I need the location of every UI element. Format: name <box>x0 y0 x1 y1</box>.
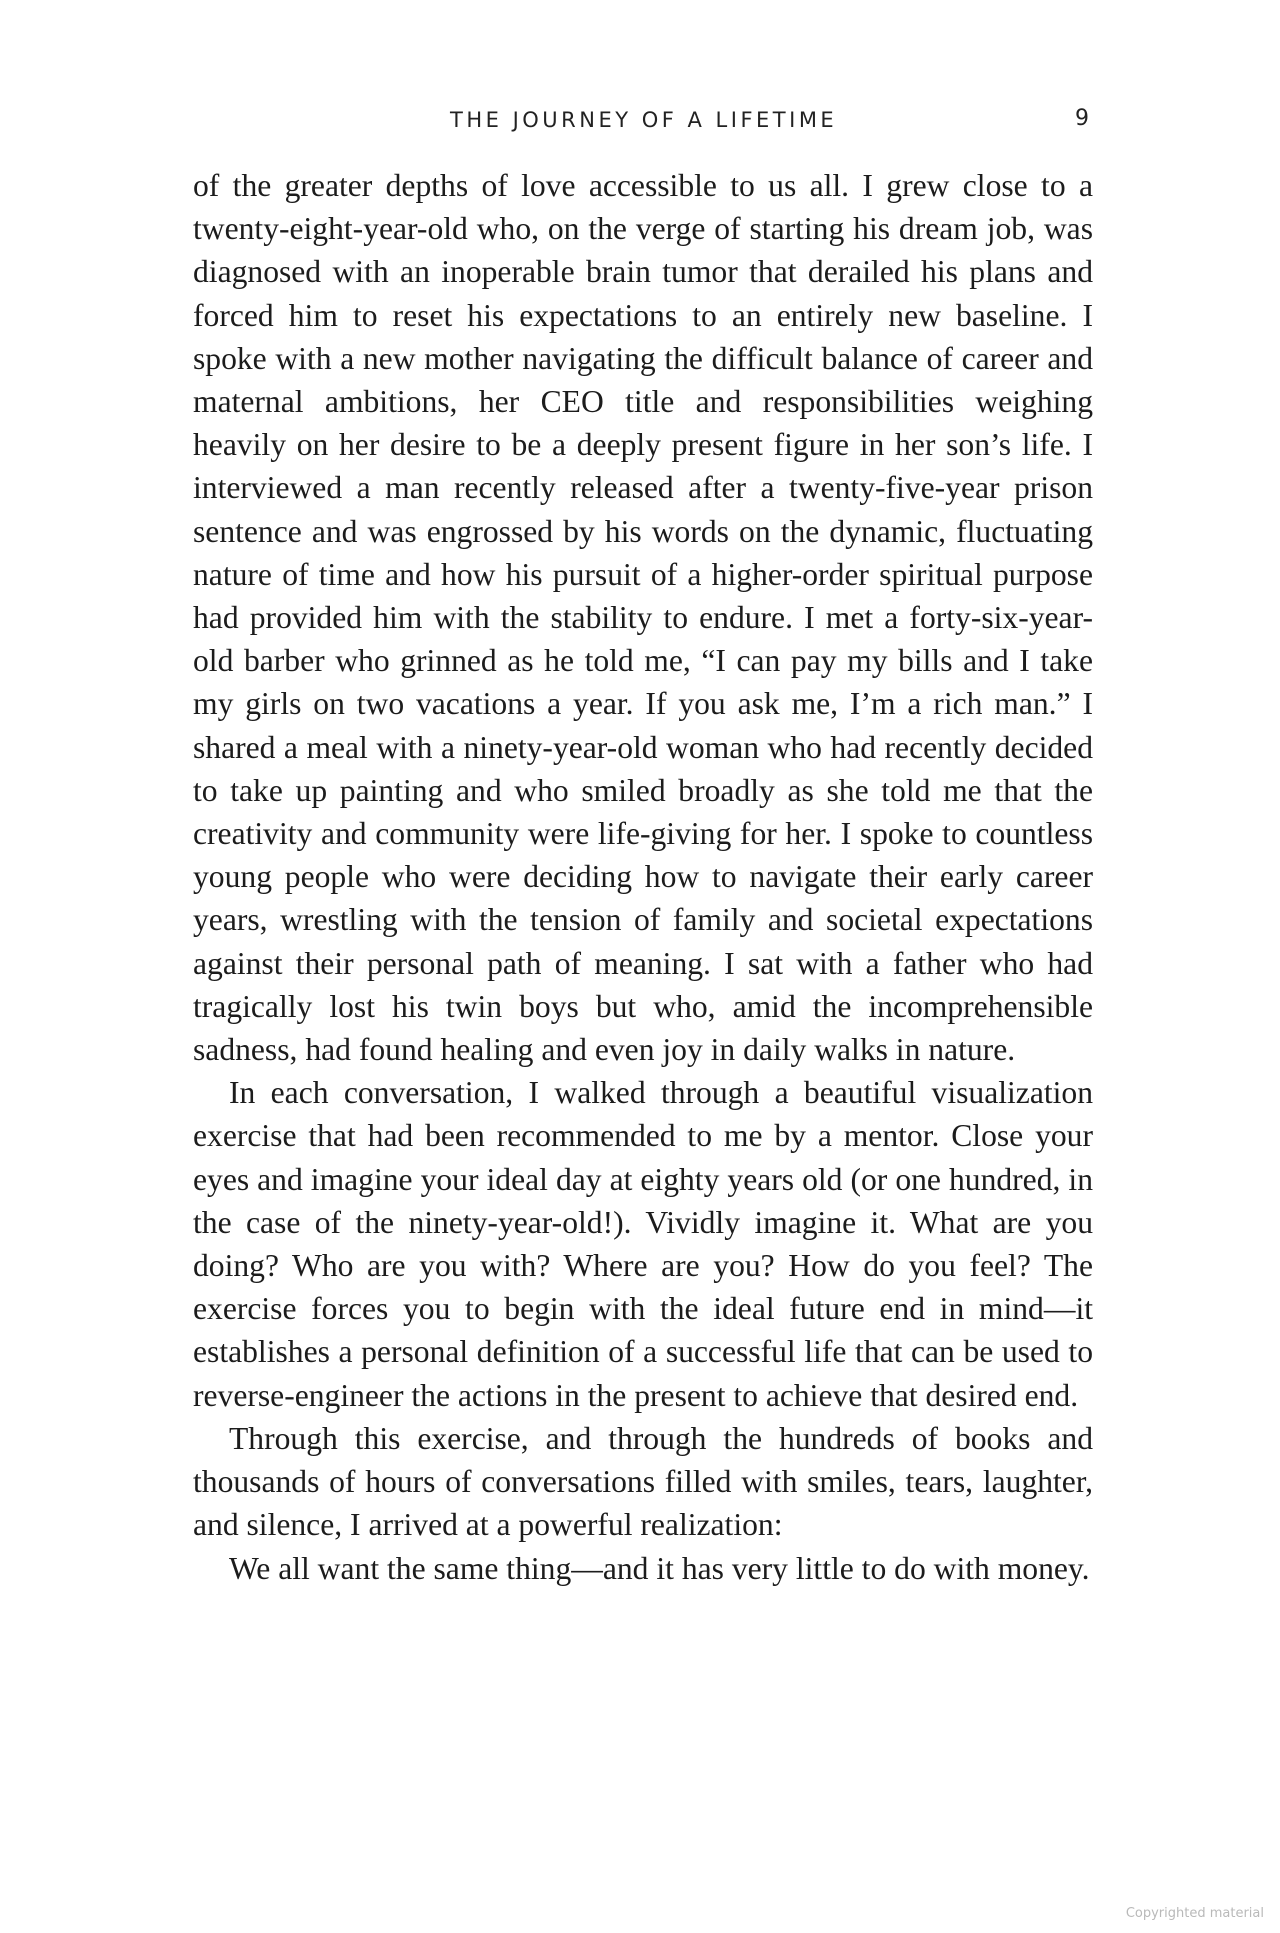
paragraph-2: In each conversation, I walked through a beautiful visualization exercise that had been recommended to me by a mentor. Close your eyes and imagine your ideal day at eighty years old (or one hundred, in the case of the ninety-year-old!). Vividly imagine it. What are you doing? Who are you with? Where are you? How do you feel? The exercise forces you to begin with the ideal future end in mind—it establishes a personal definition of a successful life that can be used to reverse-engineer the actions in the present to achieve that desired end. <box>193 1075 1093 1413</box>
paragraph-3: Through this exercise, and through the hundreds of books and thousands of hours of conversations filled with smiles, tears, laughter, and silence, I arrived at a powerful realization: <box>193 1420 1093 1543</box>
page-header <box>0 108 1280 140</box>
body-text <box>193 164 1093 1590</box>
running-title: THE JOURNEY OF A LIFETIME <box>450 108 838 132</box>
paragraph-4: We all want the same thing—and it has very little to do with money. <box>229 1550 1090 1586</box>
page-number: 9 <box>1075 106 1089 131</box>
paragraph-1: of the greater depths of love accessible to us all. I grew close to a twenty-eight-year-old who, on the verge of starting his dream job, was diagnosed with an inoperable brain tumor that derailed his plans and forced him to reset his expectations to an entirely new baseline. I spoke with a new mother navigating the difficult balance of career and maternal ambitions, her CEO title and responsibilities weighing heavily on her desire to be a deeply present figure in her son’s life. I interviewed a man recently released after a twenty-five-year prison sentence and was engrossed by his words on the dynamic, fluctuating nature of time and how his pursuit of a higher-order spiritual purpose had provided him with the stability to endure. I met a forty-six-year-old barber who grinned as he told me, “I can pay my bills and I take my girls on two vacations a year. If you ask me, I’m a rich man.” I shared a meal with a ninety-year-old woman who had recently decided to take up painting and who smiled broadly as she told me that the creativity and community were life-giving for her. I spoke to countless young people who were deciding how to navigate their early career years, wrestling with the tension of family and societal expectations against their personal path of meaning. I sat with a father who had tragically lost his twin boys but who, amid the incomprehensible sadness, had found healing and even joy in daily walks in nature. <box>193 168 1093 1068</box>
copyright-watermark: Copyrighted material <box>1125 1906 1264 1921</box>
